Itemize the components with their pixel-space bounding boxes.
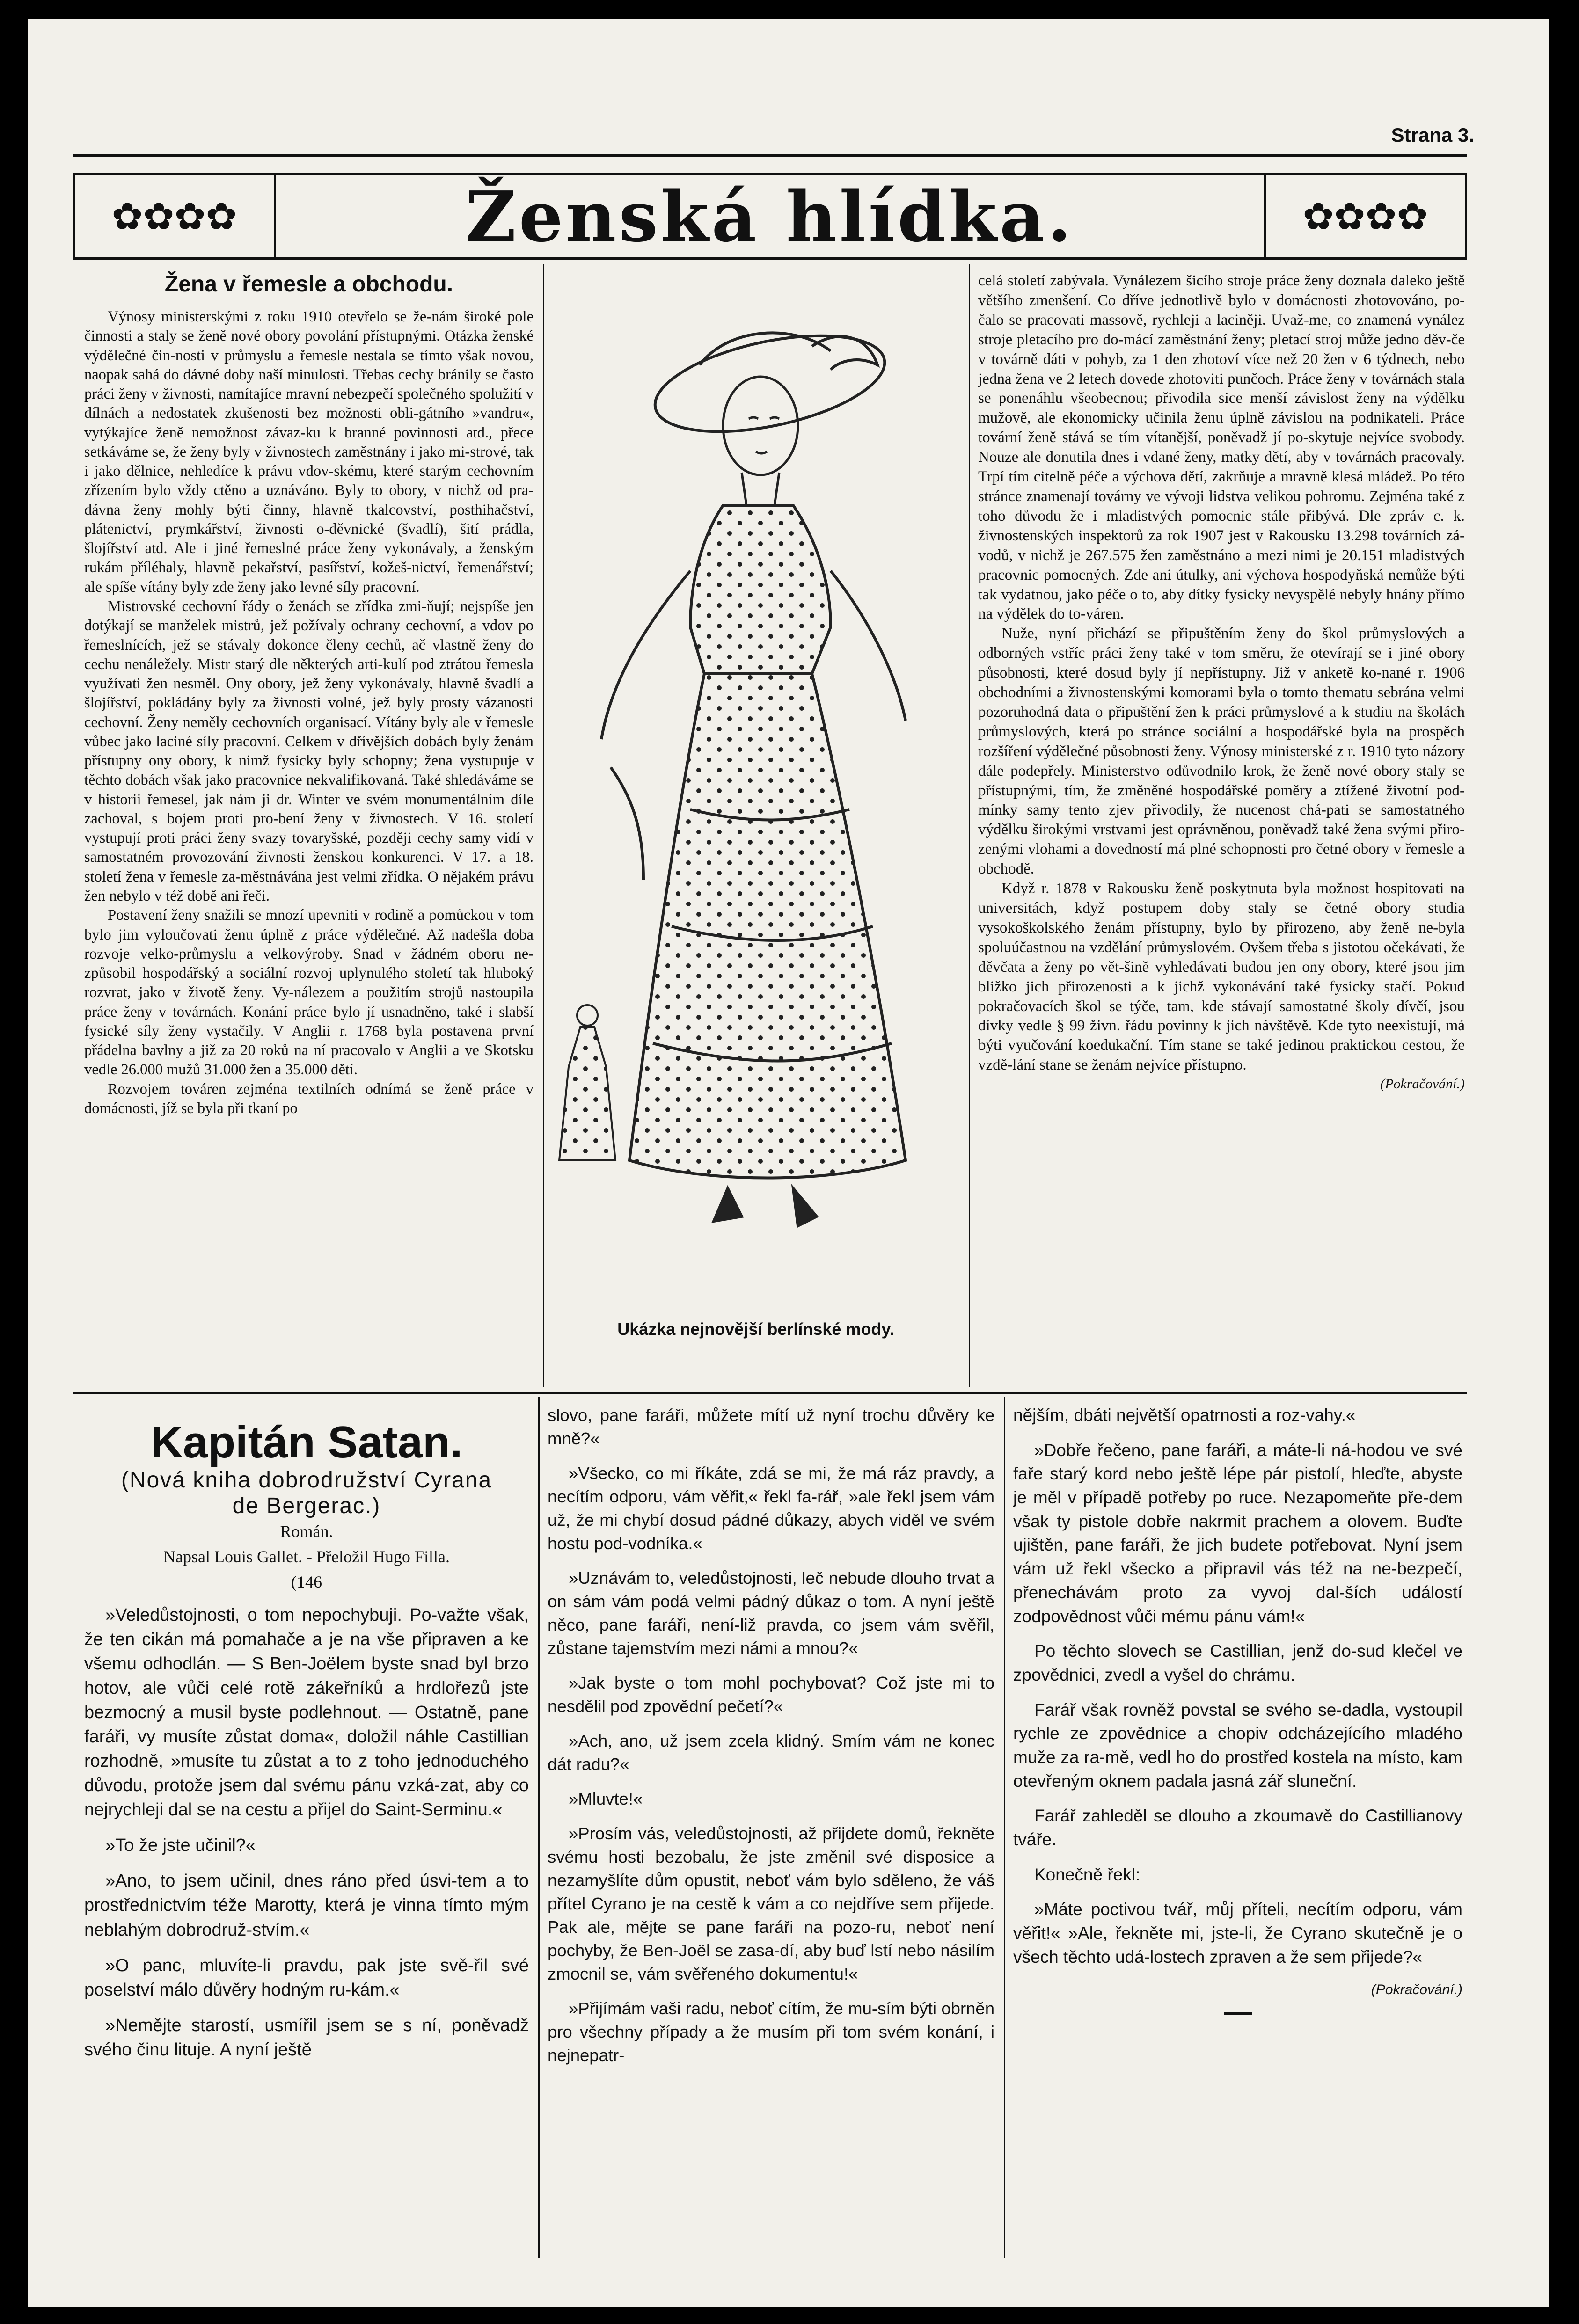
small-figure (559, 1005, 615, 1160)
article-text (978, 271, 1465, 1075)
paragraph: nějším, dbáti největší opatrnosti a roz-vahy.« (1013, 1406, 1356, 1425)
column-rule (1004, 1397, 1005, 2258)
paragraph: Když r. 1878 v Rakousku ženě poskytnuta byla možnost hospitovati na universitách, když postupem doby staly se četné obory studia vysokoškolského ženám přístupny, bylo by přirozeno, aby ženě ne-byla spoluúčastnou na vzdělání průmyslovém. Ovšem třeba s jistotou očekávati, že děvčata a ženy po vět-šině vyhledávati budou jen ony obory, které jsou jim bližko jich přirozenosti a k jichž vykonávání také fysicky stačí. Pokud pokračovacích škol se týče, tam, kde stávají samostatné školy dívčí, jsou dívky vedle § 99 živn. řádu povinny k jich návštěvě. Kde tyto neexistují, má býti vyučování koedukační. Tím stane se také jedinou praktickou cestou, že vzdě-lání stane se ženám nejvíce přístupno. (978, 880, 1465, 1074)
section-rule (73, 1392, 1467, 1394)
paragraph: »Mluvte!« (569, 1789, 643, 1808)
column-rule (538, 1397, 540, 2258)
novel-column-2 (548, 1404, 994, 2078)
paragraph: Postavení ženy snažili se mnozí upevniti v rodině a pomůckou v tom bylo jim vyloučovati ženu úplně z práce výdělečné. Až nadešla doba rozvoje velko-průmyslu a velkovýroby. Snad v žádném oboru ne-způsobil hospodářský a sociální rozvoj uplynulého století tak hluboký rozvrat, jako v životě ženy. Vy-nálezem a použitím strojů nastoupila práce ženy v továrnách. Konání práce bylo jí usnadněno, také i slabší fysické síly ženy vystačily. V Anglii r. 1768 byla postavena první přádelna bavlny a již za 20 roků na ní pracovalo v Anglii a ve Skotsku vedle 26.000 mužů 31.000 žen a 35.000 dětí. (84, 907, 534, 1078)
flower-ornament-icon: ✿✿✿✿ (1302, 194, 1428, 238)
paragraph: »To že jste učinil?« (105, 1836, 256, 1856)
article-column-3 (978, 271, 1465, 1093)
paragraph: »O panc, mluvíte-li pravdu, pak jste svě-řil své poselství málo důvěry hodným ru-kám.« (84, 1955, 529, 2000)
article-title: Žena v řemesle a obchodu. (164, 272, 453, 297)
top-rule (73, 154, 1467, 157)
column-rule (969, 264, 970, 1387)
newspaper-page (28, 19, 1549, 2307)
ornament-left (75, 175, 276, 257)
hat-shape (647, 318, 893, 449)
column-rule (543, 264, 544, 1387)
continued-note: (Pokračování.) (1380, 1076, 1465, 1092)
novel-subtitle: de Bergerac.) (232, 1493, 381, 1518)
novel-byline: Napsal Louis Gallet. - Přeložil Hugo Filla. (163, 1547, 450, 1566)
paragraph: Farář zahleděl se dlouho a zkoumavě do Castillianovy tváře. (1013, 1806, 1462, 1849)
paragraph: Nuže, nyní přichází se připuštěním ženy do škol průmyslových a odborných vstříc práci ženy také v tom směru, že otevírají se i jiné obory působnosti, které dosud byly jí nepřístupny. Již v anketě ko-nané r. 1906 obchodními a živnostenskými komorami byla o tomto thematu sebrána velmi pozoruhodná data o připuštění žen k práci průmyslové a k studiu na školách průmyslových, která po stránce sociální a hospodářské byla na prospěch rozšíření výdělečné působnosti ženy. Výnosy ministerské z r. 1910 tyto názory dále podepřely. Ministerstvo odůvodnilo krok, že ženě nové obory staly se přístupnými, tím, že změněné hospodářské poměry a ztížené životní pod-mínky samy tento zjev přivodily, že nucenost chá-pati se samostatného výdělku širokými vrstvami jest oprávněnou, poněvadž také žena svými přiro-zenými vlohami a dovedností má plné schopnosti pro četné obory v řemesle a obchodě. (978, 625, 1465, 878)
novel-title: Kapitán Satan. (150, 1417, 463, 1467)
shoe-shape (714, 1188, 817, 1226)
paragraph: slovo, pane faráři, můžete mítí už nyní trochu důvěry ke mně?« (548, 1406, 994, 1448)
paragraph: Po těchto slovech se Castillian, jenž do-sud klečel ve zpovědnici, zvedl a vyšel do chrámu. (1013, 1641, 1462, 1684)
paragraph: Výnosy ministerskými z roku 1910 otevřelo se že-nám široké pole činnosti a staly se ženě nové obory povolání přístupnými. Otázka ženské výdělečné čin-nosti v průmyslu a řemesle nestala se tímto však novou, naopak sahá do dávné doby naší minulosti. Třebas cechy bránily se často práci ženy v živnosti, namítajíce mravní nebezpečí společného spolužití v dílnách a nedostatek zkušenosti bez možnosti obli-gátního »vandru«, vytýkajíce ženě nemožnost závaz-ku k branné povinnosti atd., přece setkáváme se, že ženy byly v živnostech zaměstnány i jako mi-strové, tak i jako dělnice, nehledíce k právu vdov-skému, které starým cechovním zřízením bylo vždy ctěno a uznáváno. Byly to obory, v nichž od pra-dávna ženy mohly býti činny, hlavně tkalcovství, posthihačství, plátenictví, prymkářství, živnosti o-děvnické (švadlí), šití prádla, šlojířství atd. Ale i jiné řemeslné práce ženy vykonávaly, a ženským rukám příléhaly, hlavně pekařství, pasířství, kožeš-nictví, řemenářství; ale spíše vítány byly zde ženy jako levné síly pracovní. (84, 308, 534, 596)
paragraph: Konečně řekl: (1034, 1865, 1140, 1884)
article-text (84, 307, 534, 1118)
page-number: Strana 3. (1391, 124, 1474, 146)
section-title: Ženská hlídka. (465, 175, 1075, 257)
novel-text (84, 1603, 529, 2062)
paragraph: »Přijímám vaši radu, neboť cítím, že mu-sím býti obrněn pro všechny případy a že musím při tom svém konání, i nejnepatr- (548, 1999, 994, 2065)
ornament-right (1264, 175, 1465, 257)
article-column-1 (84, 271, 534, 1118)
paragraph: Rozvojem továren zejména textilních odnímá se ženě práce v domácnosti, jíž se byla při tkaní po (84, 1080, 534, 1117)
paragraph: Farář však rovněž povstal se svého se-dadla, vystoupil rychle ze zpovědnice a chopiv odcházejícího mladého muže za ra-mě, vedl ho do prostřed kostela na místo, kam otevřeným oknem padala jasná zář sluneční. (1013, 1700, 1462, 1791)
paragraph: celá století zabývala. Vynálezem šicího stroje práce ženy doznala daleko ještě většího zmenšení. Co dříve jednotlivě bylo v domácnosti zhotovováno, po-čalo se pracovati massově, rychleji a laciněji. Uvaž-me, co znamená vynález stroje pletacího pro do-mácí zaměstnání ženy; pletací stroj může jedno děv-če v továrně dáti v pohyb, za 1 den zhotoví více než 20 žen v 6 týdnech, nebo jedna žena ve 2 letech dovede zhotoviti punčoch. Práce ženy v továrnách stala se ponenáhlu všeobecnou; přivodila sice menší závislost ženy na výdělku mužově, ale ekonomicky učinila ženu úplně závislou na podnikateli. Práce tovární ženě stává se tím vítanější, poněvadž jí po-skytuje nejvíce svobody. Nouze ale donutila dnes i vdané ženy, matky dětí, aby v továrnách pracovaly. Trpí tím citelně péče a výchova dětí, zakrňuje a mravně klesá mládež. Po této stránce znamenají továrny ve vývoji lidstva velikou pohromu. Zejména také z toho důvodu že i mladistvých pomocnic stále přibývá. Dle zpráv c. k. živnostenských inspektorů za rok 1907 jest v Rakousku 13.298 továrních zá-vodů, v nichž je 267.575 žen zaměstnáno a mezi nimi je 20.151 mladistvých pracovnic pomocných. Zde ani útulky, ani výchova hospodyňská nemůže býti tak vydatnou, jako péče o to, aby dítky fysicky nevyspělé nebyly hnány přímo na výdělek do to-váren. (978, 272, 1465, 623)
paragraph: »Veledůstojnosti, o tom nepochybuji. Po-važte však, že ten cikán má pomahače a je na vše připraven a ke všemu odhodlán. — S Ben-Joëlem byste snad byl brzo hotov, ale vůči celé rotě zákeřníků a hrdlořezů jste bezmocný a musil byste podlehnout. — Ostatně, pane faráři, vy musíte zůstat doma«, doložil náhle Castillian rozhodně, »musíte tu zůstat a to z toho jednoduchého důvodu, protože jsem dal svému pánu vzká-zat, aby co nejrychleji dal se na cestu a přijel do Saint-Serminu.« (84, 1605, 529, 1820)
paragraph: »Prosím vás, veledůstojnosti, až přijdete domů, řekněte svému hosti bezobalu, že jste změnil své disposice a nezamyšlíte dům opustit, neboť vám bylo sděleno, že váš přítel Cyrano je na cestě k vám a co nejdříve sem přijede. Pak ale, mějte se pane faráři na pozo-ru, neboť není pochyby, že Ben-Joël se zasa-dí, aby buď lstí nebo násilím zmocnil se, vám svěřeného dokumentu!« (548, 1824, 994, 1983)
paragraph: »Ach, ano, už jsem zcela klidný. Smím vám ne konec dát radu?« (548, 1731, 994, 1774)
paragraph: »Jak byste o tom mohl pochybovat? Což jste mi to nesdělil pod zpovědní pečetí?« (548, 1673, 994, 1716)
paragraph: Mistrovské cechovní řády o ženách se zřídka zmi-ňují; nejspíše jen dotýkají se manželek mistrů, jež požívaly ochrany cechovní, a vdov po řemeslnících, jež se stávaly dokonce členy cechů, ač vlastně ženy do cechu nenáležely. Mistr starý dle některých arti-kulí pod ztrátou řemesla využívati žen nesměl. Ony obory, jež ženy vykonávaly, hlavně švadlí a šlojířství, pokládány byly za živnosti volné, jež byly prosty vázanosti cechovní. Ženy neměly cechovních organisací. Vítány byly ale v řemesle vůbec jako laciné síly pracovní. Celkem v dřívějších dobách byly ženám přístupny ony obory, k nimž fysicky byly schopny; žena vystupuje v těchto dobách však jako pracovnice nekvalifikovaná. Také shledáváme se v historii řemesel, jak nám ji dr. Winter ve svém monumentálním díle zachoval, s bojem proti pro-bení ženy v živnostech. V 16. století vystupují proti práci ženy svazy tovaryšské, později cechy samy vidí v samostatném provozování živnosti ženskou konkurenci. V 17. a 18. století žena v řemesle za-městnávána jest velmi zřídka. O nějakém právu žen nebylo v též době ani řeči. (84, 597, 534, 904)
fashion-illustration (550, 271, 962, 1352)
paragraph: »Ano, to jsem učinil, dnes ráno před úsvi-tem a to prostřednictvím téže Marotty, která je vinna tímto mým neblahým dobrodruž-stvím.« (84, 1871, 529, 1940)
novel-column-3 (1013, 1404, 1462, 2015)
end-dash (1224, 2012, 1252, 2015)
flower-ornament-icon: ✿✿✿✿ (111, 194, 237, 238)
section-banner (73, 173, 1467, 260)
image-caption: Ukázka nejnovější berlínské mody. (617, 1319, 894, 1339)
umbrella-shape (611, 767, 643, 880)
novel-text (548, 1404, 994, 2067)
paragraph: »Máte poctivou tvář, můj příteli, necítím odporu, vám věřit!« »Ale, řekněte mi, jste-li, že Cyrano skutečně je o všech těchto udá-lostech zpraven a že sem přijede?« (1013, 1900, 1462, 1967)
paragraph: »Všecko, co mi říkáte, zdá se mi, že má ráz pravdy, a necítím odporu, vám věřit,« řekl fa-rář, »ale řekl jsem vám už, že mi chybí dosud pádné důkazy, abych viděl ve svém hostu pod-vodníka.« (548, 1464, 994, 1553)
installment-number: (146 (291, 1572, 322, 1591)
novel-subtitle: (Nová kniha dobrodružství Cyrana (121, 1467, 492, 1493)
continued-note: (Pokračování.) (1371, 1982, 1462, 1998)
paragraph: »Dobře řečeno, pane faráři, a máte-li ná-hodou ve své faře starý kord nebo ještě lépe pár pistolí, hleďte, abyste je měl v případě potřeby po ruce. Nezapomeňte pře-dem však ty pistole dobře nakrmit prachem a olovem. Buďte ujištěn, pane faráři, že jich budete potřebovat. Nyní jsem vám už řekl všecko a připravil vás též na ne-bezpečí, přenechávám proto za vyvoj dal-ších událostí zodpovědnost vůči mému pánu vám!« (1013, 1440, 1462, 1626)
novel-text (1013, 1404, 1462, 1969)
face-shape (723, 377, 798, 505)
dress-shape (601, 505, 906, 1178)
paragraph: »Nemějte starostí, usmířil jsem se s ní, poněvadž svého činu lituje. A nyní ještě (84, 2015, 529, 2060)
novel-column-1 (84, 1418, 529, 2073)
paragraph: »Uznávám to, veledůstojnosti, leč nebude dlouho trvat a on sám vám podá velmi pádný důkaz o tom. A nyní ještě něco, pane faráři, není-liž pravda, co jsem vám svěřil, zůstane tajemstvím mezi námi a mnou?« (548, 1568, 994, 1658)
novel-genre: Román. (280, 1522, 333, 1541)
